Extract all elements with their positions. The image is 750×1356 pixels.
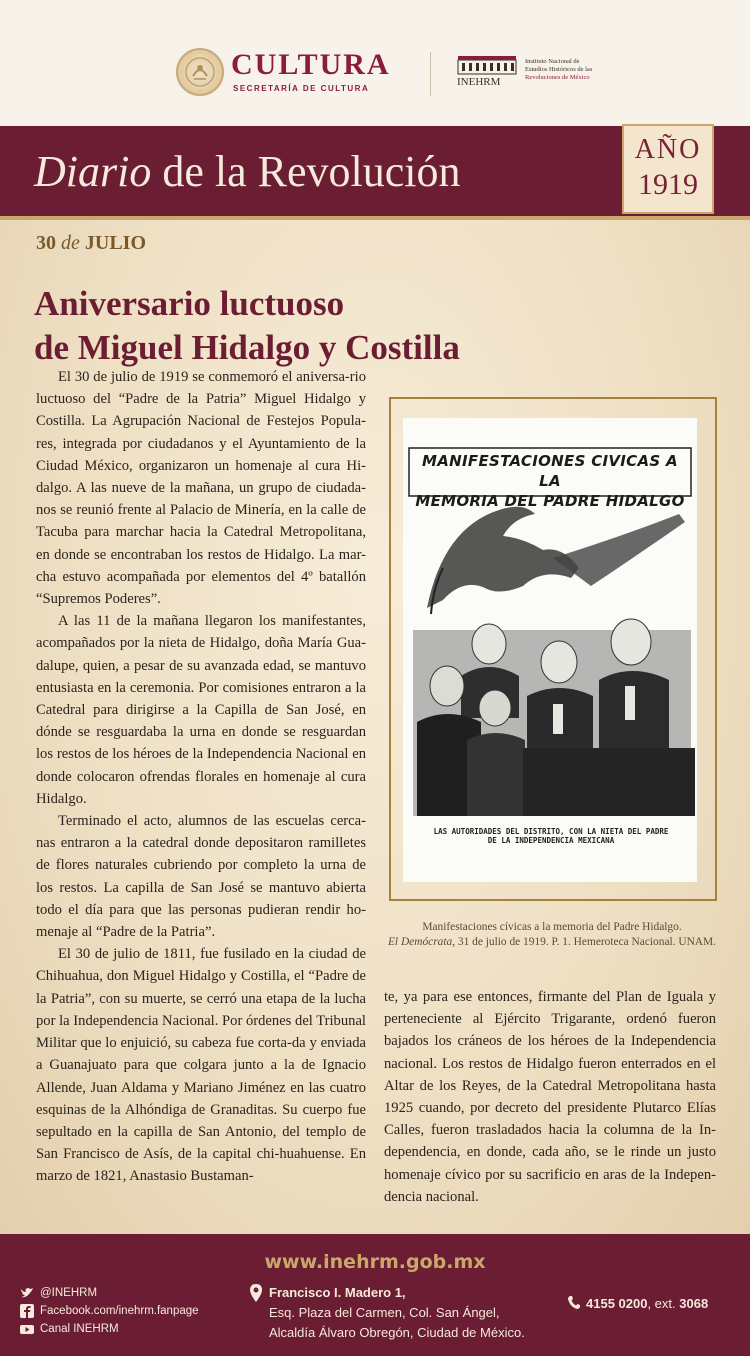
social-links	[20, 1284, 199, 1338]
article-paragraph: te, ya para ese entonces, firmante del Plan de Iguala y perteneciente al Ejército Trigarante, ordenó fueron bajados los cráneos de los héroes de la Independencia nacional. Los restos de Hidalgo fueron enterrados en el Altar de los Reyes, de la Catedral Metropolitana hasta 1925 cuando, por decreto del presidente Plutarco Elías Calles, fueron trasladados hacia la columna de la In-dependencia, en donde, cada año, se le rinde un justo homenaje cívico por su sacrificio en aras de la Indepen-dencia nacional.	[384, 989, 716, 1205]
date-connector: de	[61, 232, 80, 254]
clipping-caption-line: DE LA INDEPENDENCIA MEXICANA	[487, 836, 615, 845]
caption-source: El Demócrata	[387, 936, 453, 948]
mexico-seal-icon	[176, 48, 224, 96]
facebook-icon	[20, 1304, 34, 1318]
inehrm-desc-line: Estudios Históricos de las	[525, 66, 593, 73]
page-title	[34, 146, 461, 197]
twitter-icon	[20, 1286, 34, 1300]
youtube-link[interactable]	[20, 1320, 199, 1338]
clipping-heading-line: MANIFESTACIONES CIVICAS A LA	[422, 452, 678, 490]
article-paragraph: El 30 de julio de 1811, fue fusilado en la ciudad de Chihuahua, don Miguel Hidalgo y Costilla, el “Padre de la Patria”, con su muerte, se cerró una etapa de la lucha por la Independencia Nacional. Por órdenes del Tribunal Militar que lo enjuició, su cabeza fue corta-da y enviada a Guanajuato para que colgara junto a la de Ignacio Allende, Juan Aldama y Mariano Jiménez en las cuatro esquinas de la Alhóndiga de Granaditas. Su cuerpo fue sepultado en la capilla de San Antonio, del templo de San Francisco de Asís, de la capital chi-huahuense. En marzo de 1821, Anastasio Bustaman-	[36, 946, 366, 1185]
caption-line	[384, 935, 720, 950]
cultura-logo-subtitle: SECRETARÍA DE CULTURA	[233, 84, 370, 93]
top-header	[0, 0, 750, 126]
twitter-handle: @INEHRM	[40, 1287, 98, 1299]
year-badge	[622, 124, 714, 214]
facebook-url: Facebook.com/inehrm.fanpage	[40, 1305, 199, 1317]
clipping-caption	[411, 827, 691, 845]
date-day: 30	[36, 232, 56, 254]
headline-line: Aniversario luctuoso	[34, 284, 345, 323]
banner-stripe	[0, 216, 750, 220]
date-month: JULIO	[84, 232, 147, 254]
cultura-logo-title: CULTURA	[231, 48, 391, 81]
page-title-italic: Diario	[34, 147, 152, 196]
inehrm-logo	[456, 54, 520, 90]
phone-number: 4155 0200	[586, 1296, 648, 1311]
article-paragraph: A las 11 de la mañana llegaron los manifestantes, acompañados por la nieta de Hidalgo, doña María Gua-dalupe, quien, a pesar de su avanzada edad, se mantuvo entusiasta en la ceremonia. Por comisiones entraron a la Catedral para dirigirse a la Capilla de San José, en dónde se resguardaba la urna en donde se resguardan los restos de los héroes de la Independencia Nacional en donde colocaron ofrendas florales en homenaje al cura Hidalgo.	[36, 613, 366, 807]
article-paragraph: El 30 de julio de 1919 se conmemoró el aniversa-rio luctuoso del “Padre de la Patria” Miguel Hidalgo y Costilla. La Agrupación Nacional de Festejos Popula-res, integrada por ciudadanos y el Ayuntamiento de la Ciudad México, organizaron un homenaje al cura Hi-dalgo. A las nueve de la mañana, un grupo de ciudada-nos se reunió frente al Palacio de Minería, en la calle de Tacuba para marchar hacia la Catedral Metropolitana, en donde se encontraban los restos de Hidalgo. La mar-cha estuvo acompañada por elementos del 4º batallón “Supremos Poderes”.	[36, 369, 366, 608]
inehrm-logo-text: INEHRM	[457, 76, 501, 88]
year-value: 1919	[638, 168, 698, 201]
clipping-heading-line: MEMORIA DEL PADRE HIDALGO	[415, 492, 685, 510]
youtube-channel: Canal INEHRM	[40, 1323, 119, 1335]
inehrm-desc-line: Revoluciones de México	[525, 74, 590, 81]
footer-address	[269, 1283, 525, 1343]
headline-line: de Miguel Hidalgo y Costilla	[34, 328, 460, 367]
figure-caption	[384, 920, 720, 950]
inehrm-building-icon	[456, 54, 518, 76]
clipping-photo-illustration	[403, 418, 697, 882]
newspaper-clipping-image	[403, 418, 697, 882]
youtube-icon	[20, 1322, 34, 1336]
article-date	[36, 232, 146, 255]
facebook-link[interactable]	[20, 1302, 199, 1320]
inehrm-desc-line: Instituto Nacional de	[525, 58, 580, 65]
address-street: Francisco I. Madero 1,	[269, 1285, 406, 1300]
year-label: AÑO	[634, 134, 702, 165]
article-paragraph: Terminado el acto, alumnos de las escuelas cerca-nas entraron a la catedral donde depositaron ramilletes de flores naturales cubriendo por completo la urna de los restos. La capilla de San José se mantuvo abierta todo el día para que las personas pudieran rendir ho-menaje al “Padre de la Patria”.	[36, 813, 366, 941]
location-pin-icon	[250, 1284, 262, 1302]
article-column-1	[36, 366, 366, 1188]
caption-rest: , 31 de julio de 1919. P. 1. Hemeroteca Nacional. UNAM.	[452, 936, 717, 948]
clipping-caption-line: LAS AUTORIDADES DEL DISTRITO, CON LA NIETA DEL PADRE	[433, 827, 669, 836]
page-title-rest: de la Revolución	[151, 147, 461, 196]
footer-phone	[568, 1296, 708, 1311]
twitter-link[interactable]	[20, 1284, 199, 1302]
address-line: Esq. Plaza del Carmen, Col. San Ángel,	[269, 1305, 500, 1320]
phone-ext-label: , ext.	[647, 1296, 680, 1311]
address-line: Alcaldía Álvaro Obregón, Ciudad de México.	[269, 1325, 525, 1340]
inehrm-description	[525, 58, 605, 82]
phone-extension: 3068	[679, 1296, 709, 1311]
caption-line: Manifestaciones cívicas a la memoria del Padre Hidalgo.	[422, 921, 682, 933]
article-headline	[34, 282, 714, 370]
phone-icon	[568, 1296, 580, 1309]
website-link[interactable]: www.inehrm.gob.mx	[264, 1251, 486, 1273]
article-column-2	[384, 986, 716, 1208]
logo-divider	[430, 52, 431, 96]
